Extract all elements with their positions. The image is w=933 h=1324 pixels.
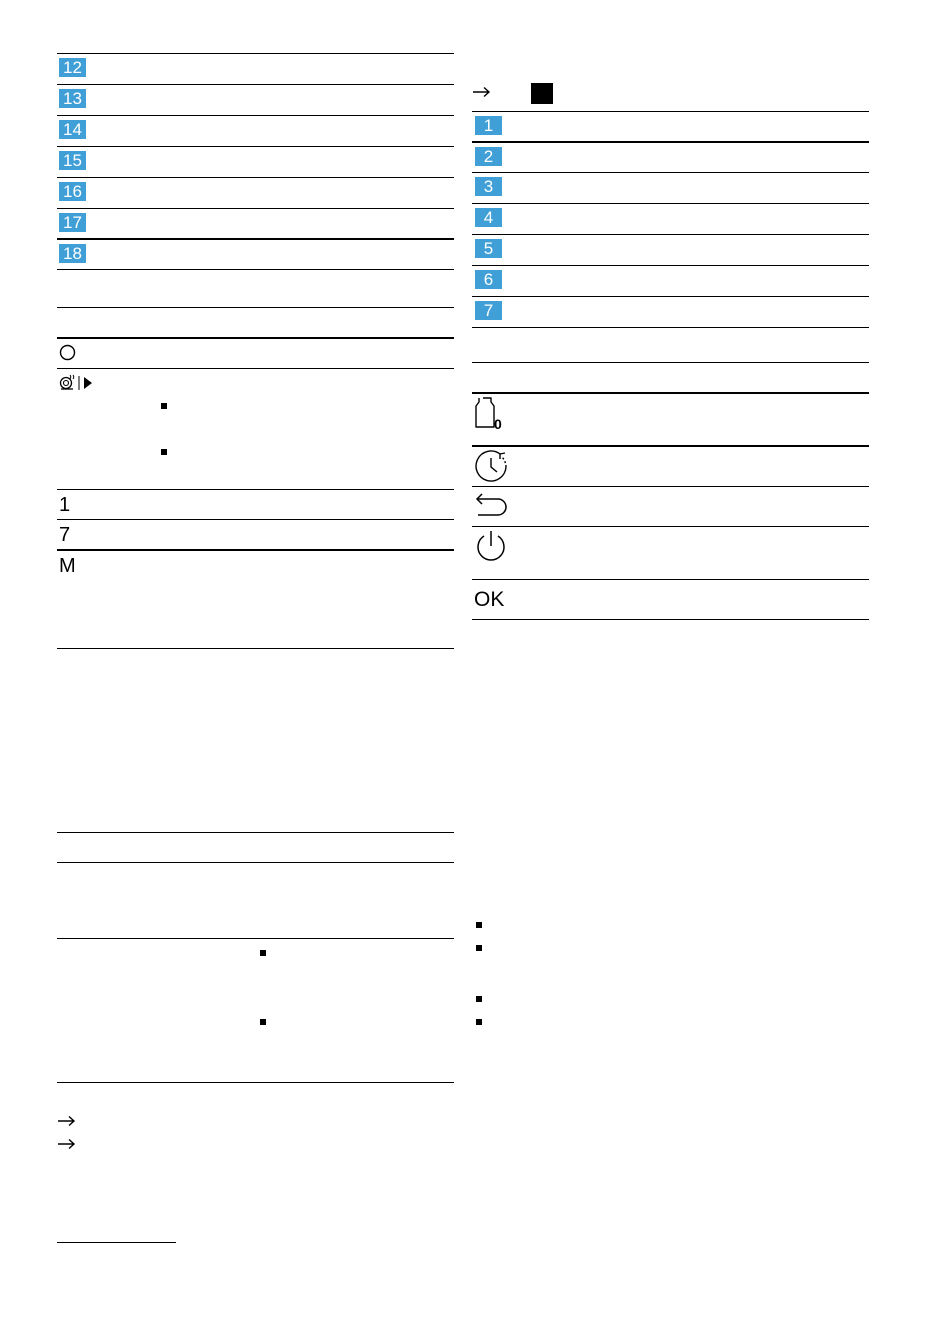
arrow-right-icon	[57, 1114, 77, 1128]
table-rule	[472, 327, 869, 328]
weight-zero-icon	[474, 397, 506, 431]
table-rule	[472, 486, 869, 487]
badge-3: 3	[475, 177, 502, 196]
badge-4: 4	[475, 208, 502, 227]
table-rule	[472, 265, 869, 266]
table-rule	[472, 141, 869, 143]
table-rule	[57, 208, 454, 209]
table-rule	[57, 368, 454, 369]
badge-5: 5	[475, 239, 502, 258]
badge-14: 14	[59, 120, 86, 139]
symbol-m: M	[59, 555, 76, 577]
ok-label: OK	[474, 588, 505, 611]
badge-7: 7	[475, 301, 502, 320]
table-rule	[472, 392, 869, 394]
table-rule	[472, 111, 869, 112]
table-rule	[472, 172, 869, 173]
badge-12: 12	[59, 58, 86, 77]
table-rule	[57, 115, 454, 116]
table-rule	[57, 53, 454, 54]
bullet	[476, 945, 482, 951]
table-rule	[472, 526, 869, 527]
table-rule	[57, 519, 454, 520]
table-rule	[57, 177, 454, 178]
bullet	[476, 1019, 482, 1025]
arrow-right-icon	[57, 1137, 77, 1151]
bullet	[260, 1019, 266, 1025]
bullet	[161, 403, 167, 409]
filled-square-icon	[531, 83, 553, 104]
badge-16: 16	[59, 182, 86, 201]
steam-play-icon	[59, 374, 95, 391]
table-rule	[57, 489, 454, 490]
table-rule	[57, 337, 454, 339]
table-rule	[472, 619, 869, 620]
arrow-right-icon	[472, 85, 492, 99]
badge-13: 13	[59, 89, 86, 108]
table-rule	[57, 307, 454, 308]
bullet	[260, 950, 266, 956]
table-rule	[57, 549, 454, 551]
badge-18: 18	[59, 244, 86, 263]
table-rule	[57, 938, 454, 939]
bullet	[476, 996, 482, 1002]
table-rule	[57, 648, 454, 649]
bullet	[476, 922, 482, 928]
table-rule	[472, 579, 869, 580]
table-rule	[472, 445, 869, 447]
table-rule	[57, 832, 454, 833]
table-rule	[472, 234, 869, 235]
footnote-rule	[57, 1242, 176, 1243]
power-icon	[474, 530, 508, 564]
circle-icon	[59, 344, 76, 361]
symbol-7: 7	[59, 524, 71, 546]
badge-6: 6	[475, 270, 502, 289]
back-arrow-icon	[474, 492, 510, 520]
table-rule	[472, 203, 869, 204]
badge-15: 15	[59, 151, 86, 170]
bullet	[161, 449, 167, 455]
table-rule	[57, 84, 454, 85]
timer-icon	[474, 450, 510, 484]
table-rule	[57, 269, 454, 270]
table-rule	[57, 862, 454, 863]
svg-text:0: 0	[494, 416, 502, 431]
symbol-1: 1	[59, 494, 71, 516]
table-rule	[472, 362, 869, 363]
badge-17: 17	[59, 213, 86, 232]
table-rule	[57, 238, 454, 240]
table-rule	[472, 296, 869, 297]
table-rule	[57, 1082, 454, 1083]
badge-1: 1	[475, 116, 502, 135]
table-rule	[57, 146, 454, 147]
badge-2: 2	[475, 147, 502, 166]
